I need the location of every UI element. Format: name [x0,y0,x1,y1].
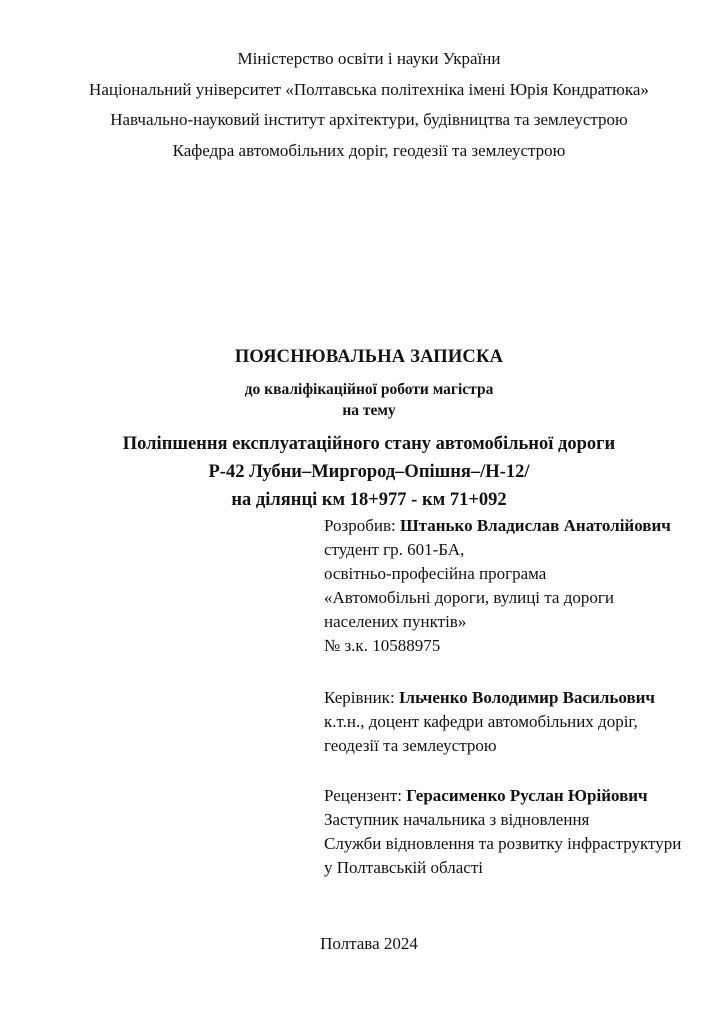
subtitle-group [14,379,724,421]
reviewer-block [324,784,724,880]
document-type-title: ПОЯСНЮВАЛЬНА ЗАПИСКА [234,347,504,367]
supervisor-detail-line: к.т.н., доцент кафедри автомобільних доріг, [324,712,638,731]
reviewer-name: Герасименко Руслан Юрійович [406,786,648,805]
city-year-footer: Полтава 2024 [320,934,418,953]
supervisor-block [324,686,724,758]
developer-record-book-number: № з.к. 10588975 [324,636,441,655]
header-line-ministry: Міністерство освіти і науки України [237,49,501,68]
developer-name-line [324,514,724,538]
header-line-university: Національний університет «Полтавська політехніка імені Юрія Кондратюка» [89,79,649,99]
developer-detail-line: населених пунктів» [324,612,467,631]
credits-section [324,514,724,880]
developer-label: Розробив: [324,516,396,535]
developer-detail-line: «Автомобільні дороги, вулиці та дороги [324,588,614,607]
header-line-department: Кафедра автомобільних доріг, геодезії та землеустрою [172,140,566,160]
developer-block [324,514,724,658]
topic-line-1: Поліпшення експлуатаційного стану автомобільної дороги [122,434,616,454]
title-block [0,344,724,514]
reviewer-name-line [324,784,724,808]
reviewer-detail-line: у Полтавській області [324,858,483,877]
topic-title [14,430,724,514]
developer-name: Штанько Владислав Анатолійович [400,516,671,535]
topic-line-2: Р-42 Лубни–Миргород–Опішня–/Н-12/ [208,462,530,482]
supervisor-name: Ільченко Володимир Васильович [398,688,656,707]
reviewer-detail-line: Служби відновлення та розвитку інфраструктури [324,834,682,853]
subtitle-on-topic: на тему [342,402,396,419]
supervisor-name-line [324,686,724,710]
reviewer-detail-line: Заступник начальника з відновлення [324,810,590,829]
header-line-institute: Навчально-науковий інститут архітектури, будівництва та землеустрою [110,110,628,129]
reviewer-label: Рецензент: [324,786,403,805]
university-header [0,0,724,166]
developer-detail-line: студент гр. 601-БА, [324,540,465,559]
developer-detail-line: освітньо-професійна програма [324,564,547,583]
topic-line-3: на ділянці км 18+977 - км 71+092 [231,490,507,510]
supervisor-label: Керівник: [324,688,395,707]
supervisor-detail-line: геодезії та землеустрою [324,736,497,755]
subtitle-qualification: до кваліфікаційної роботи магістра [244,381,494,398]
